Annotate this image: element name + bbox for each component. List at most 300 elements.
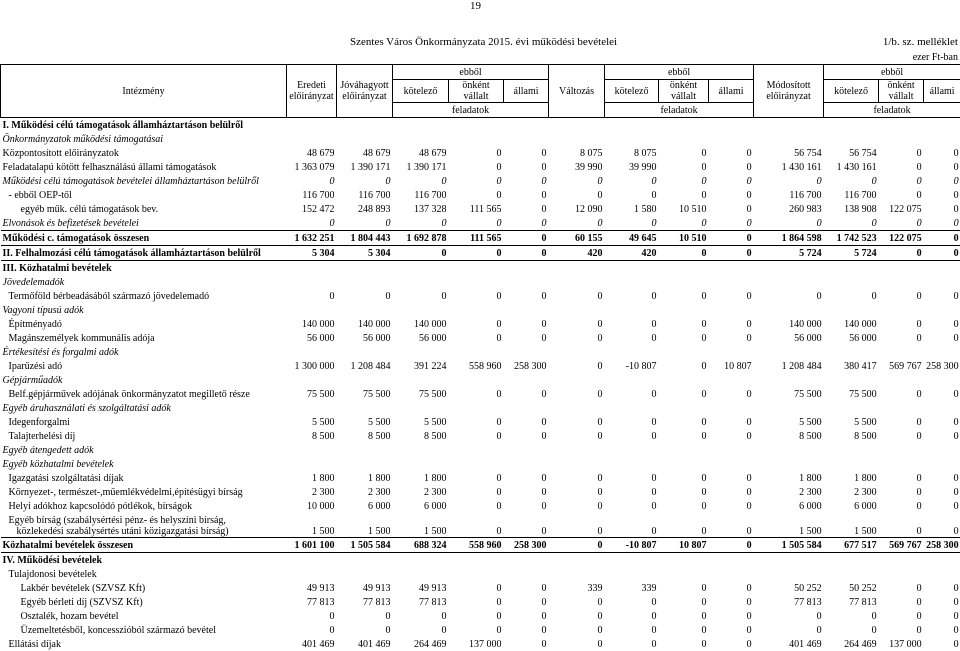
row-value: 0 xyxy=(504,202,549,216)
row-value: 0 xyxy=(449,485,504,499)
row-label: egyéb műk. célú támogatások bev. xyxy=(1,202,287,216)
row-value xyxy=(393,443,449,457)
row-value xyxy=(659,345,709,359)
row-value xyxy=(754,401,824,415)
row-value: 0 xyxy=(504,513,549,538)
row-value: 0 xyxy=(879,289,924,303)
row-value: 0 xyxy=(879,146,924,160)
row-value: 0 xyxy=(709,387,754,401)
row-value: 49 913 xyxy=(287,581,337,595)
row-value: 0 xyxy=(659,429,709,443)
row-value: 5 304 xyxy=(287,246,337,261)
row-value: 1 500 xyxy=(393,513,449,538)
row-value xyxy=(337,261,393,276)
row-value: 1 580 xyxy=(605,202,659,216)
row-value: 116 700 xyxy=(393,188,449,202)
row-value xyxy=(754,261,824,276)
row-value: 111 565 xyxy=(449,202,504,216)
row-value: 0 xyxy=(605,499,659,513)
row-value: 0 xyxy=(754,609,824,623)
row-value xyxy=(709,118,754,133)
row-value: 0 xyxy=(879,246,924,261)
row-value xyxy=(549,443,605,457)
row-value: 122 075 xyxy=(879,202,924,216)
header-jovahagyott: Jóváhagyott előirányzat xyxy=(337,65,393,118)
row-value: 0 xyxy=(449,581,504,595)
row-value: 0 xyxy=(659,581,709,595)
row-value: 49 913 xyxy=(337,581,393,595)
row-value: 8 500 xyxy=(754,429,824,443)
row-value: 0 xyxy=(879,216,924,231)
row-value: 1 363 079 xyxy=(287,160,337,174)
row-value: 0 xyxy=(824,623,879,637)
row-value xyxy=(504,275,549,289)
row-value: 0 xyxy=(605,471,659,485)
row-value: 0 xyxy=(924,289,960,303)
header-kotelezo-1: kötelező xyxy=(393,80,449,103)
row-value xyxy=(337,275,393,289)
row-value xyxy=(824,373,879,387)
table-row xyxy=(1,637,960,651)
row-value: 0 xyxy=(549,387,605,401)
row-value: 49 913 xyxy=(393,581,449,595)
row-value xyxy=(393,345,449,359)
row-value: 0 xyxy=(504,160,549,174)
row-value: 152 472 xyxy=(287,202,337,216)
row-value xyxy=(824,401,879,415)
row-value: 1 800 xyxy=(393,471,449,485)
row-value: 56 000 xyxy=(754,331,824,345)
row-label xyxy=(1,513,287,538)
row-value: 2 300 xyxy=(754,485,824,499)
row-value xyxy=(504,261,549,276)
row-value: 0 xyxy=(393,609,449,623)
row-value: 0 xyxy=(659,609,709,623)
row-value xyxy=(659,373,709,387)
row-value: 0 xyxy=(337,623,393,637)
row-label: Egyéb bérleti díj (SZVSZ Kft) xyxy=(1,595,287,609)
row-value xyxy=(709,567,754,581)
row-label: Üzemeltetésből, koncesszióból származó bevétel xyxy=(1,623,287,637)
row-value: 10 510 xyxy=(659,202,709,216)
row-value: 0 xyxy=(924,188,960,202)
row-value: 0 xyxy=(924,216,960,231)
row-value: 0 xyxy=(879,387,924,401)
document-title: Szentes Város Önkormányzata 2015. évi működési bevételei xyxy=(350,36,617,48)
row-value: 0 xyxy=(504,595,549,609)
row-value: 0 xyxy=(605,331,659,345)
row-value xyxy=(754,443,824,457)
row-value: 0 xyxy=(879,317,924,331)
row-label: Építményadó xyxy=(1,317,287,331)
row-value: 56 000 xyxy=(337,331,393,345)
row-label: Egyéb közhatalmi bevételek xyxy=(1,457,287,471)
row-value: 0 xyxy=(709,188,754,202)
row-value xyxy=(449,275,504,289)
table-row xyxy=(1,471,960,485)
row-value xyxy=(449,373,504,387)
row-value xyxy=(393,401,449,415)
row-value: 0 xyxy=(924,485,960,499)
row-value: 0 xyxy=(504,387,549,401)
row-value: 0 xyxy=(337,289,393,303)
row-value: 137 000 xyxy=(449,637,504,651)
row-value: 2 300 xyxy=(337,485,393,499)
table-row xyxy=(1,146,960,160)
table-row xyxy=(1,359,960,373)
row-value: 0 xyxy=(824,216,879,231)
header-valtozas: Változás xyxy=(549,65,605,118)
row-value: 0 xyxy=(393,246,449,261)
row-value: 0 xyxy=(504,499,549,513)
row-value: 0 xyxy=(709,485,754,499)
header-eredeti: Eredeti előirányzat xyxy=(287,65,337,118)
row-value xyxy=(879,567,924,581)
row-value: 0 xyxy=(659,331,709,345)
row-value: 6 000 xyxy=(393,499,449,513)
row-value: 0 xyxy=(824,174,879,188)
row-value xyxy=(504,303,549,317)
row-value: 401 469 xyxy=(287,637,337,651)
row-value xyxy=(287,275,337,289)
row-value: 0 xyxy=(879,623,924,637)
row-value: 0 xyxy=(449,429,504,443)
row-value: 0 xyxy=(504,289,549,303)
row-value xyxy=(879,132,924,146)
row-value: 0 xyxy=(924,429,960,443)
table-row xyxy=(1,231,960,246)
row-value xyxy=(824,303,879,317)
row-value: 0 xyxy=(659,160,709,174)
row-value xyxy=(449,401,504,415)
row-value: 0 xyxy=(504,429,549,443)
row-value xyxy=(287,553,337,568)
row-value: 0 xyxy=(504,609,549,623)
row-value: 0 xyxy=(659,637,709,651)
row-value xyxy=(659,401,709,415)
row-value: 0 xyxy=(504,174,549,188)
row-value: 0 xyxy=(337,216,393,231)
row-value: 0 xyxy=(504,246,549,261)
row-value: 138 908 xyxy=(824,202,879,216)
row-value: 258 300 xyxy=(924,359,960,373)
row-value xyxy=(659,261,709,276)
row-value: 0 xyxy=(549,637,605,651)
row-value xyxy=(824,132,879,146)
row-value: 0 xyxy=(879,331,924,345)
row-value: 0 xyxy=(549,331,605,345)
row-value: 0 xyxy=(924,202,960,216)
row-value xyxy=(879,443,924,457)
row-value: 0 xyxy=(879,485,924,499)
table-row xyxy=(1,387,960,401)
row-value xyxy=(605,118,659,133)
row-label: Feladatalapú kötött felhasználású állami támogatások xyxy=(1,160,287,174)
row-value: 0 xyxy=(924,637,960,651)
row-value xyxy=(879,275,924,289)
row-value: 5 500 xyxy=(824,415,879,429)
row-value: 0 xyxy=(504,471,549,485)
row-value: 60 155 xyxy=(549,231,605,246)
row-value xyxy=(504,132,549,146)
row-value xyxy=(924,303,960,317)
row-value xyxy=(754,567,824,581)
header-onkent-1: önként vállalt xyxy=(449,80,504,103)
row-value: 8 500 xyxy=(393,429,449,443)
row-label: Egyéb átengedett adók xyxy=(1,443,287,457)
row-value: 0 xyxy=(924,146,960,160)
row-value: 0 xyxy=(924,331,960,345)
table-row xyxy=(1,275,960,289)
row-value: 0 xyxy=(924,231,960,246)
row-value: 1 800 xyxy=(337,471,393,485)
row-value: 569 767 xyxy=(879,359,924,373)
row-value: 258 300 xyxy=(504,359,549,373)
row-value: 0 xyxy=(709,609,754,623)
row-value xyxy=(449,118,504,133)
table-row xyxy=(1,609,960,623)
row-value: 1 800 xyxy=(754,471,824,485)
row-value: 258 300 xyxy=(504,538,549,553)
row-label: IV. Működési bevételek xyxy=(1,553,287,568)
table-row xyxy=(1,538,960,553)
table-row xyxy=(1,331,960,345)
row-value: 140 000 xyxy=(754,317,824,331)
header-intezmeny: Intézmény xyxy=(1,65,287,118)
table-row xyxy=(1,345,960,359)
row-value xyxy=(754,457,824,471)
table-row xyxy=(1,457,960,471)
row-value: 0 xyxy=(605,387,659,401)
row-value xyxy=(709,303,754,317)
row-value: 0 xyxy=(449,415,504,429)
row-value: 0 xyxy=(287,609,337,623)
row-value: 0 xyxy=(504,317,549,331)
row-value xyxy=(659,118,709,133)
row-value: 0 xyxy=(549,538,605,553)
row-value xyxy=(709,553,754,568)
row-value: 0 xyxy=(449,387,504,401)
row-value xyxy=(549,261,605,276)
row-value: 0 xyxy=(659,415,709,429)
row-value: 77 813 xyxy=(824,595,879,609)
row-value: 8 500 xyxy=(824,429,879,443)
row-value: 0 xyxy=(449,595,504,609)
row-value xyxy=(924,261,960,276)
row-value: 0 xyxy=(924,317,960,331)
row-value xyxy=(605,303,659,317)
row-value xyxy=(659,443,709,457)
row-value xyxy=(287,303,337,317)
row-value: 0 xyxy=(659,246,709,261)
table-row xyxy=(1,160,960,174)
table-row xyxy=(1,513,960,538)
row-value: 0 xyxy=(709,429,754,443)
row-value xyxy=(337,457,393,471)
row-value xyxy=(924,553,960,568)
row-label: Gépjárműadók xyxy=(1,373,287,387)
row-value xyxy=(504,118,549,133)
header-ebbol-1: ebből xyxy=(393,65,549,80)
row-label: Egyéb áruhasználati és szolgáltatási adók xyxy=(1,401,287,415)
row-value xyxy=(449,443,504,457)
row-value xyxy=(287,373,337,387)
row-value: 0 xyxy=(549,174,605,188)
row-value xyxy=(605,553,659,568)
row-value: 122 075 xyxy=(879,231,924,246)
row-value xyxy=(824,457,879,471)
row-value: 0 xyxy=(605,317,659,331)
row-label: Osztalék, hozam bevétel xyxy=(1,609,287,623)
row-value: 0 xyxy=(549,609,605,623)
row-value: 0 xyxy=(605,595,659,609)
header-allami-2: állami xyxy=(709,80,754,103)
row-value xyxy=(287,567,337,581)
table-row xyxy=(1,485,960,499)
row-value: 0 xyxy=(709,538,754,553)
table-row xyxy=(1,595,960,609)
row-value: 0 xyxy=(449,289,504,303)
header-feladatok-2: feladatok xyxy=(605,103,754,118)
row-value: 0 xyxy=(879,595,924,609)
row-value: 6 000 xyxy=(824,499,879,513)
row-value: 0 xyxy=(879,415,924,429)
row-value xyxy=(924,443,960,457)
row-value: 75 500 xyxy=(337,387,393,401)
header-ebbol-2: ebből xyxy=(605,65,754,80)
table-row xyxy=(1,216,960,231)
header-onkent-3: önként vállalt xyxy=(879,80,924,103)
row-value xyxy=(393,457,449,471)
table-row xyxy=(1,581,960,595)
row-value: 0 xyxy=(449,471,504,485)
row-value: 8 075 xyxy=(605,146,659,160)
row-value: 77 813 xyxy=(337,595,393,609)
row-value xyxy=(659,275,709,289)
row-value xyxy=(549,553,605,568)
row-value: 0 xyxy=(449,513,504,538)
row-value: 1 208 484 xyxy=(754,359,824,373)
row-value: 0 xyxy=(449,188,504,202)
row-value: 1 300 000 xyxy=(287,359,337,373)
row-value: 56 754 xyxy=(754,146,824,160)
row-value: 688 324 xyxy=(393,538,449,553)
row-value: 0 xyxy=(449,499,504,513)
row-value: 10 000 xyxy=(287,499,337,513)
row-value xyxy=(549,401,605,415)
header-allami-1: állami xyxy=(504,80,549,103)
row-value: 0 xyxy=(504,415,549,429)
row-value: 264 469 xyxy=(393,637,449,651)
row-value: 0 xyxy=(449,609,504,623)
row-value: 0 xyxy=(549,623,605,637)
row-value: 0 xyxy=(659,216,709,231)
row-value: 0 xyxy=(549,317,605,331)
row-value xyxy=(393,303,449,317)
row-value xyxy=(924,118,960,133)
row-value xyxy=(449,567,504,581)
row-value xyxy=(709,443,754,457)
row-value: 0 xyxy=(709,637,754,651)
row-value: 1 742 523 xyxy=(824,231,879,246)
row-value: 116 700 xyxy=(337,188,393,202)
row-value: 0 xyxy=(549,289,605,303)
row-value: 116 700 xyxy=(287,188,337,202)
row-value: 0 xyxy=(549,513,605,538)
row-value xyxy=(709,401,754,415)
row-value: 137 328 xyxy=(393,202,449,216)
row-value: 5 500 xyxy=(287,415,337,429)
row-value: 677 517 xyxy=(824,538,879,553)
row-value: 0 xyxy=(879,513,924,538)
row-value: 0 xyxy=(449,160,504,174)
header-modositott: Módosított előirányzat xyxy=(754,65,824,118)
row-value: 0 xyxy=(879,188,924,202)
table-row xyxy=(1,289,960,303)
row-value xyxy=(659,553,709,568)
row-value: 0 xyxy=(659,485,709,499)
row-value: 558 960 xyxy=(449,538,504,553)
row-value: 0 xyxy=(549,188,605,202)
row-value: 6 000 xyxy=(337,499,393,513)
row-value: 0 xyxy=(449,146,504,160)
row-value: 0 xyxy=(659,317,709,331)
row-value: 0 xyxy=(709,146,754,160)
row-value: 0 xyxy=(449,246,504,261)
row-value: 0 xyxy=(924,174,960,188)
row-value xyxy=(504,457,549,471)
row-value: 0 xyxy=(924,160,960,174)
row-value: 0 xyxy=(549,359,605,373)
row-value xyxy=(393,373,449,387)
row-value: 401 469 xyxy=(754,637,824,651)
row-value xyxy=(709,132,754,146)
row-value: 6 000 xyxy=(754,499,824,513)
row-value xyxy=(709,275,754,289)
row-value: 10 807 xyxy=(659,538,709,553)
row-label: Elvonások és befizetések bevételei xyxy=(1,216,287,231)
row-value: 380 417 xyxy=(824,359,879,373)
table-row xyxy=(1,401,960,415)
row-label: Ellátási díjak xyxy=(1,637,287,651)
row-value xyxy=(754,303,824,317)
row-value xyxy=(605,401,659,415)
row-value: 140 000 xyxy=(337,317,393,331)
table-row xyxy=(1,174,960,188)
row-value: 140 000 xyxy=(287,317,337,331)
row-value xyxy=(754,118,824,133)
row-value xyxy=(824,443,879,457)
row-value: 1 601 100 xyxy=(287,538,337,553)
row-value: 264 469 xyxy=(824,637,879,651)
row-value: 49 645 xyxy=(605,231,659,246)
table-row xyxy=(1,303,960,317)
row-value: 0 xyxy=(709,246,754,261)
row-value: 0 xyxy=(659,359,709,373)
row-value: 0 xyxy=(605,429,659,443)
row-value: 50 252 xyxy=(824,581,879,595)
row-value xyxy=(449,345,504,359)
table-row xyxy=(1,499,960,513)
table-row xyxy=(1,373,960,387)
row-value xyxy=(879,373,924,387)
row-value: 56 754 xyxy=(824,146,879,160)
row-value: 0 xyxy=(504,623,549,637)
row-value: 248 893 xyxy=(337,202,393,216)
row-value xyxy=(337,132,393,146)
row-value: 8 500 xyxy=(287,429,337,443)
row-value: 0 xyxy=(709,317,754,331)
